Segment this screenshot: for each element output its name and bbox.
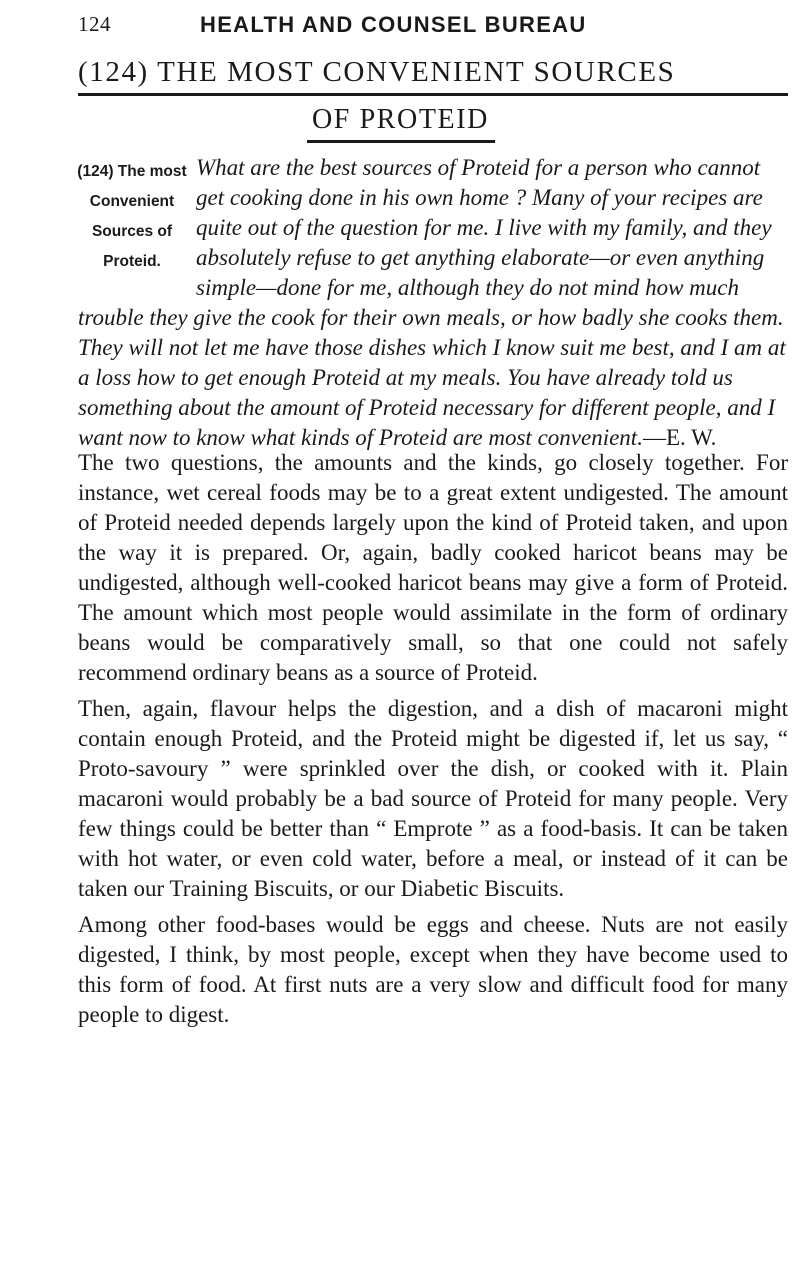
subtitle-rule bbox=[307, 140, 495, 143]
article-title-line-2: OF PROTEID bbox=[311, 104, 489, 135]
answer-paragraph: Then, again, flavour helps the digestion, and a dish of macaroni might contain enough Proteid, and the Proteid might be digested if, let us say, “ Proto-savoury ” were sprinkled over the dish, or cooked with it. Plain macaroni would probably be a bad source of Proteid for many people. Very few things could be better than “ Emprote ” as a food-basis. It can be taken with hot water, or even cold water, before a meal, or instead of it can be taken our Training Biscuits, or our Diabetic Biscuits. bbox=[78, 696, 788, 901]
answer-text bbox=[78, 448, 788, 1036]
page-number: 124 bbox=[78, 12, 111, 36]
answer-paragraph: Among other food-bases would be eggs and cheese. Nuts are not easily digested, I think, by most people, except when they have become used to this form of food. At first nuts are a very slow and difficult food for many people to digest. bbox=[78, 912, 788, 1027]
answer-paragraph: The two questions, the amounts and the kinds, go closely together. For instance, wet cereal foods may be to a great extent undigested. The amount of Proteid needed depends largely upon the kind of Proteid taken, and upon the way it is prepared. Or, again, badly cooked haricot beans may be undigested, although well-cooked haricot beans may give a form of Proteid. The amount which most people would assimilate in the form of ordinary beans would be comparatively small, so that one could not safely recommend ordinary beans as a source of Proteid. bbox=[78, 450, 788, 685]
title-rule bbox=[78, 93, 788, 96]
running-head bbox=[78, 12, 765, 46]
margin-sidenote: (124) The most Convenient Sources of Proteid. bbox=[77, 163, 187, 270]
question-text: What are the best sources of Proteid for a person who cannot get cooking done in his own home ? Many of your recipes are quite out of the question for me. I live with my family, and they absolutely refuse to get anything elaborate—or even anything simple—done for me, although they do not mind how much trouble they give the cook for their own meals, or how badly she cooks them. They will not let me have those dishes which I know suit me best, and I am at a loss how to get enough Proteid at my meals. You have already told us something about the amount of Proteid necessary for different people, and I want now to know what kinds of Proteid are most convenient. bbox=[78, 155, 786, 450]
question-signature: —E. W. bbox=[642, 425, 717, 450]
reader-question bbox=[78, 153, 788, 453]
running-title: HEALTH AND COUNSEL BUREAU bbox=[200, 12, 587, 37]
article-title-line-1: (124) THE MOST CONVENIENT SOURCES bbox=[78, 56, 676, 88]
